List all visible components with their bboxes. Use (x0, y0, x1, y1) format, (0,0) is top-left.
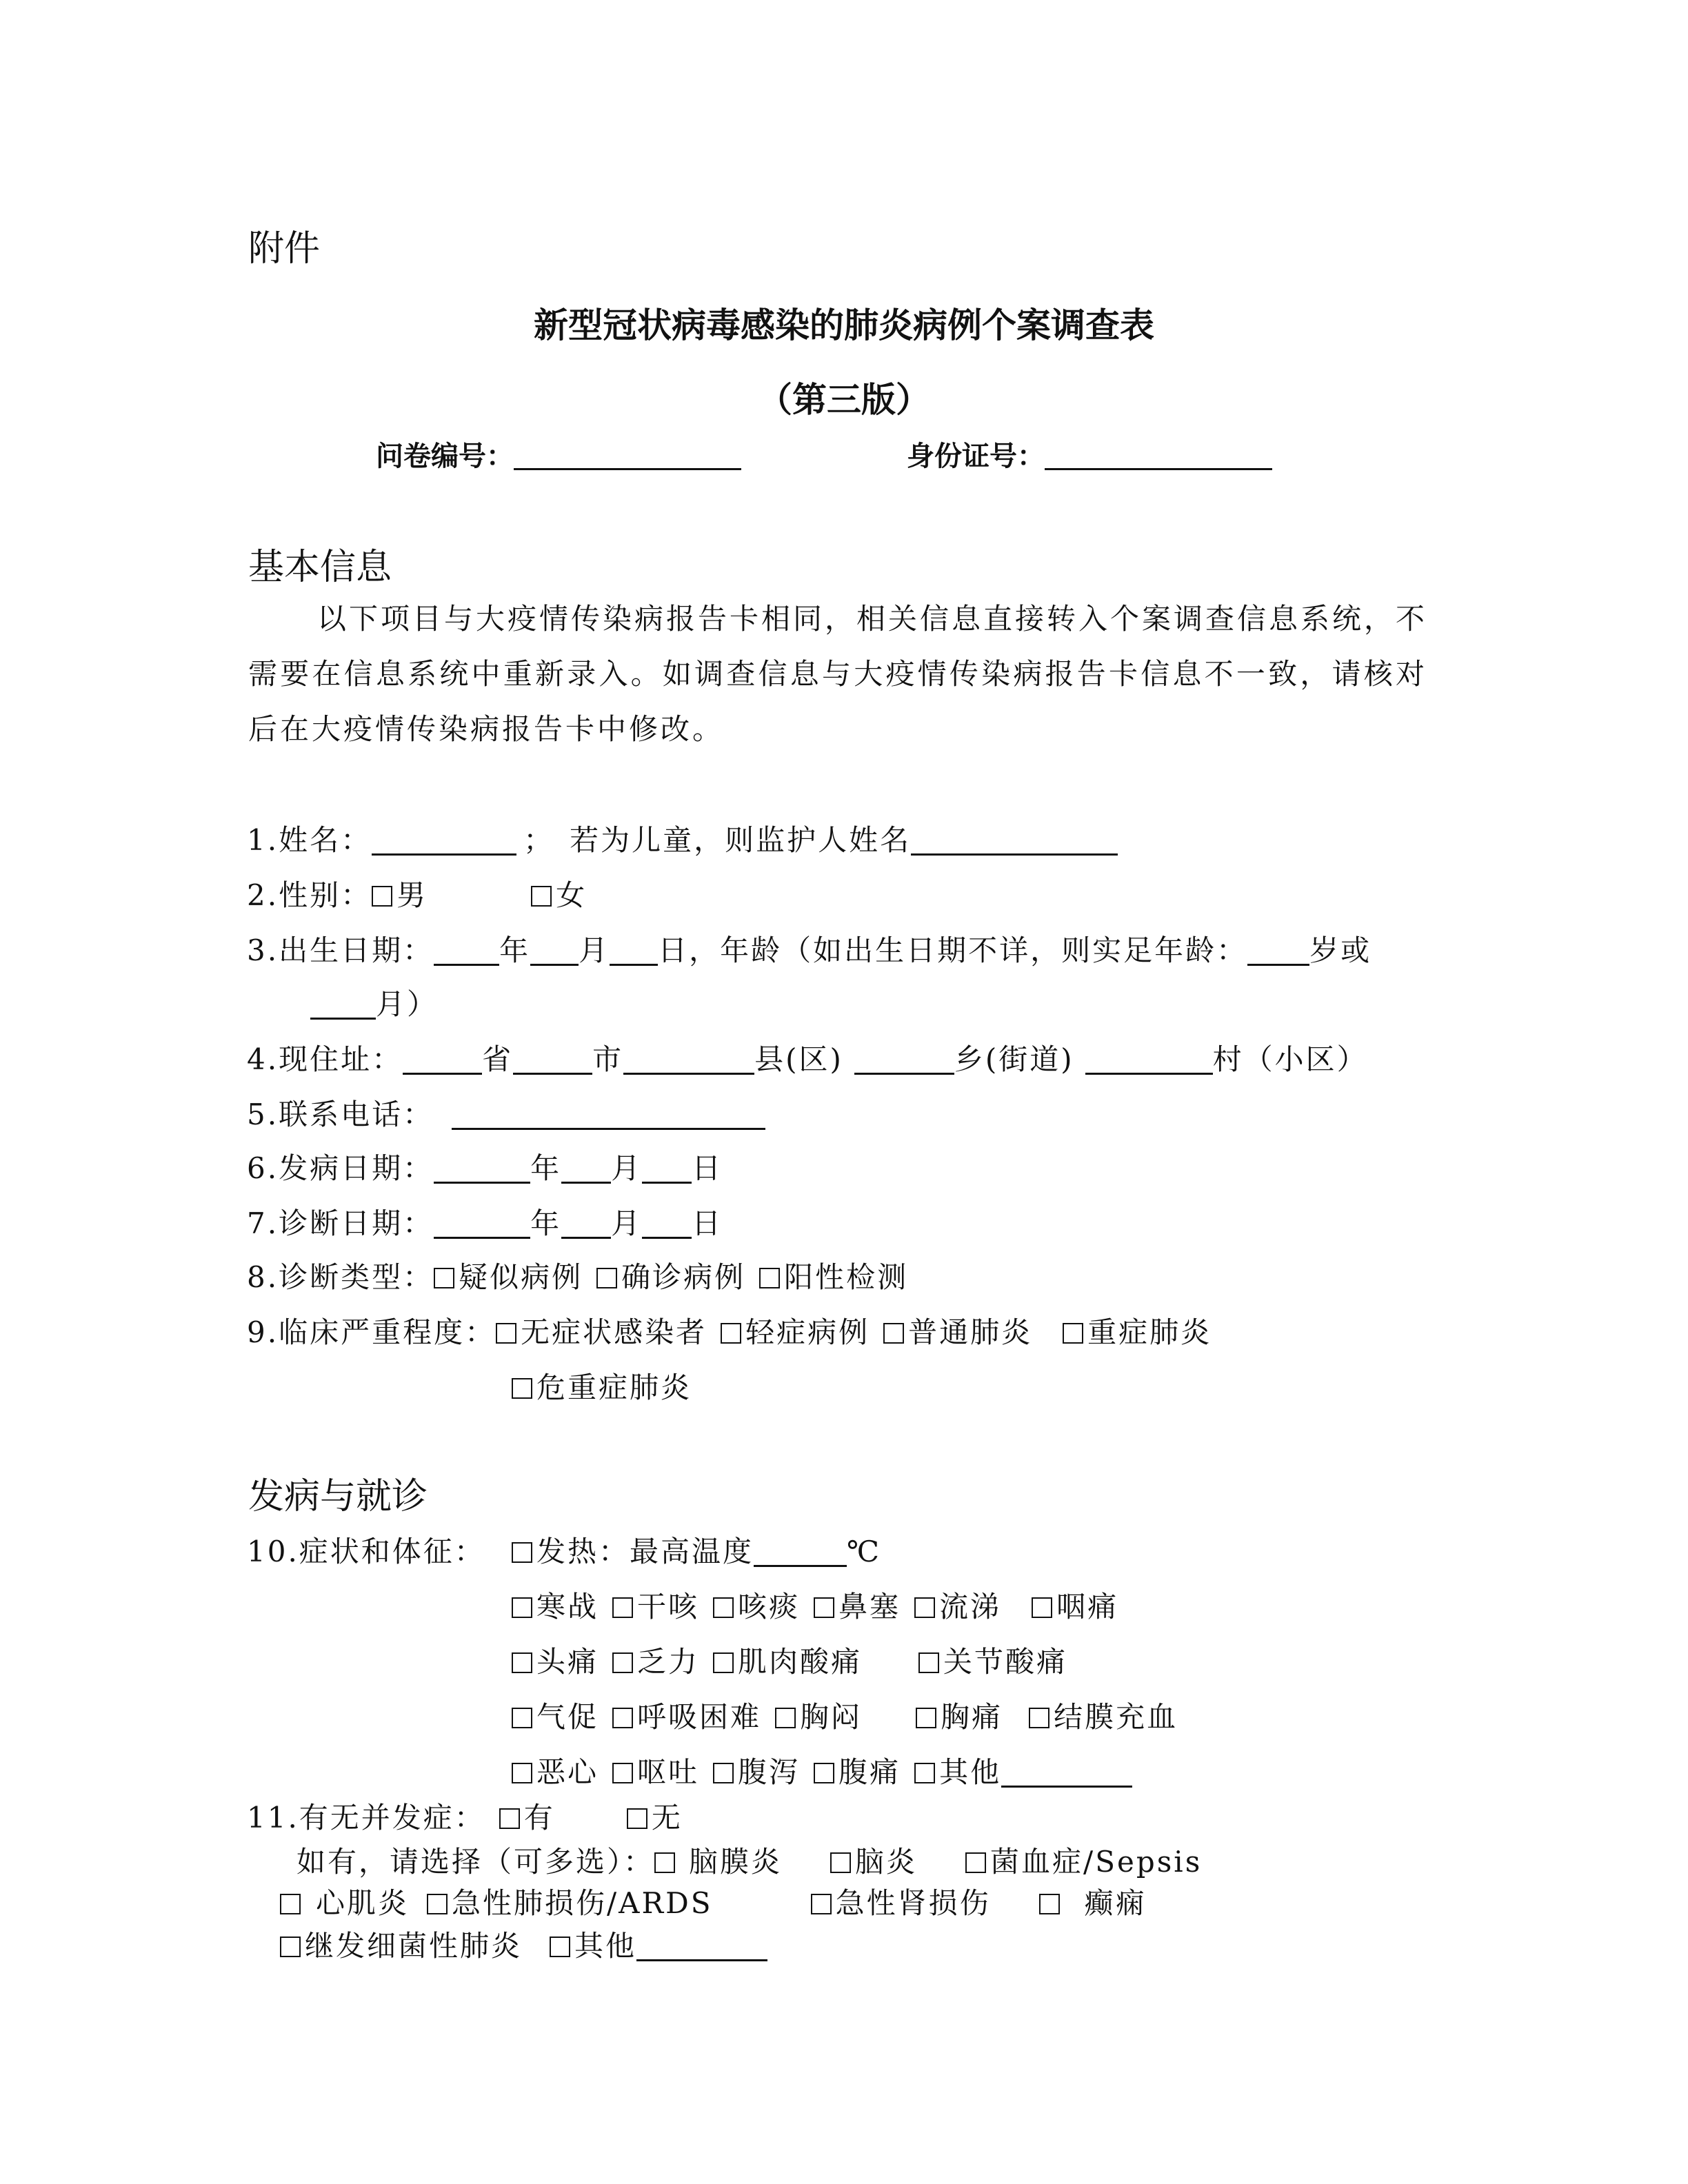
birth-month-blank[interactable] (530, 935, 579, 966)
symptom-fatigue-checkbox[interactable] (612, 1652, 633, 1673)
symptom-sore-throat-checkbox[interactable] (1032, 1597, 1052, 1618)
comp-aki-checkbox[interactable] (811, 1894, 832, 1914)
q7-diagnosis-date: 7.诊断日期： 年 月 日 (247, 1206, 723, 1240)
guardian-label: 若为儿童，则监护人姓名 (570, 823, 912, 857)
birth-year-blank[interactable] (434, 935, 499, 966)
sev-critical-checkbox[interactable] (512, 1378, 532, 1399)
form-version: （第三版） (758, 380, 930, 420)
q11-options-row3: 继发细菌性肺炎 其他 (280, 1923, 767, 1965)
q3-age-months: 月） (310, 982, 438, 1023)
symptom-fever-checkbox[interactable] (512, 1542, 532, 1563)
diag-positive-checkbox[interactable] (759, 1268, 780, 1288)
comp-ards-checkbox[interactable] (427, 1894, 448, 1914)
symptom-abdominal-pain-checkbox[interactable] (814, 1763, 834, 1783)
q11-complications: 11.有无并发症： 有 无 (247, 1801, 683, 1834)
age-years-blank[interactable] (1247, 935, 1309, 966)
symptom-dyspnea-checkbox[interactable] (612, 1708, 633, 1728)
q1-label: 1.姓名： (247, 823, 372, 857)
symptom-chills-checkbox[interactable] (512, 1597, 532, 1618)
basic-info-intro: 以下项目与大疫情传染病报告卡相同，相关信息直接转入个案调查信息系统，不需要在信息系统中重新录入。如调查信息与大疫情传染病报告卡信息不一致，请核对后在大疫情传染病报告卡中修改。 (248, 602, 1428, 746)
q10-row5: 恶心 呕吐 腹泻 腹痛 其他 (512, 1750, 1132, 1791)
symptom-diarrhea-checkbox[interactable] (713, 1763, 734, 1783)
comp-epilepsy-checkbox[interactable] (1039, 1894, 1060, 1914)
q10-row3: 头痛 乏力 肌肉酸痛 关节酸痛 (512, 1639, 1067, 1681)
id-no-blank[interactable] (1045, 441, 1272, 470)
age-months-blank[interactable] (310, 989, 376, 1020)
q10-row4: 气促 呼吸困难 胸闷 胸痛 结膜充血 (512, 1695, 1178, 1736)
section-basic-info-title: 基本信息 (248, 547, 392, 588)
max-temperature-blank[interactable] (754, 1536, 847, 1567)
q6-onset-date: 6.发病日期： 年 月 日 (247, 1151, 723, 1185)
questionnaire-no-label: 问卷编号： (376, 441, 514, 472)
symptom-nasal-congestion-checkbox[interactable] (814, 1597, 834, 1618)
questionnaire-no-field (376, 434, 741, 474)
birth-day-blank[interactable] (610, 935, 658, 966)
comp-meningitis-checkbox[interactable] (654, 1852, 675, 1873)
comp-other-checkbox[interactable] (550, 1937, 570, 1957)
onset-year-blank[interactable] (434, 1153, 530, 1184)
symptom-chest-tightness-checkbox[interactable] (775, 1708, 796, 1728)
comp-myocarditis-checkbox[interactable] (280, 1894, 301, 1914)
symptom-shortness-breath-checkbox[interactable] (512, 1708, 532, 1728)
symptom-chest-pain-checkbox[interactable] (916, 1708, 936, 1728)
guardian-blank[interactable] (911, 825, 1118, 856)
symptom-runny-nose-checkbox[interactable] (914, 1597, 935, 1618)
q10-fever-row: 发热：最高温度 ℃ (512, 1529, 881, 1570)
q1-name: 1.姓名： ； 若为儿童，则监护人姓名 (247, 818, 1118, 859)
sev-common-checkbox[interactable] (883, 1323, 904, 1344)
comp-bacterial-pneumonia-checkbox[interactable] (280, 1937, 301, 1957)
sex-female-checkbox[interactable] (531, 886, 552, 907)
symptom-myalgia-checkbox[interactable] (713, 1652, 734, 1673)
symptom-arthralgia-checkbox[interactable] (918, 1652, 939, 1673)
q10-row2: 寒战 干咳 咳痰 鼻塞 流涕 咽痛 (512, 1584, 1118, 1626)
diag-suspected-checkbox[interactable] (434, 1268, 454, 1288)
province-blank[interactable] (403, 1044, 482, 1075)
q11-options-row2: 心肌炎 急性肺损伤/ARDS 急性肾损伤 癫痫 (280, 1881, 1147, 1922)
symptom-other-blank[interactable] (1001, 1757, 1132, 1788)
complication-yes-checkbox[interactable] (499, 1808, 520, 1829)
name-blank[interactable] (372, 825, 516, 856)
diagnosis-day-blank[interactable] (642, 1208, 692, 1239)
city-blank[interactable] (513, 1044, 592, 1075)
diagnosis-year-blank[interactable] (434, 1208, 530, 1239)
id-no-field (907, 434, 1272, 474)
symptom-sputum-checkbox[interactable] (713, 1597, 734, 1618)
q5-phone: 5.联系电话： (247, 1092, 765, 1133)
sev-severe-checkbox[interactable] (1063, 1323, 1083, 1344)
diagnosis-month-blank[interactable] (561, 1208, 611, 1239)
form-title: 新型冠状病毒感染的肺炎病例个案调查表 (534, 305, 1154, 345)
comp-encephalitis-checkbox[interactable] (830, 1852, 851, 1873)
diag-confirmed-checkbox[interactable] (596, 1268, 617, 1288)
q9-severity-row2: 危重症肺炎 (512, 1365, 692, 1406)
id-no-label: 身份证号： (907, 441, 1045, 472)
comp-sepsis-checkbox[interactable] (965, 1852, 986, 1873)
sex-male-checkbox[interactable] (372, 886, 392, 907)
symptom-conjunctival-checkbox[interactable] (1029, 1708, 1049, 1728)
symptom-nausea-checkbox[interactable] (512, 1763, 532, 1783)
q11-options-row1: 如有，请选择（可多选）： 脑膜炎 脑炎 菌血症/Sepsis (297, 1845, 1203, 1879)
q10-label: 10.症状和体征： (247, 1535, 485, 1568)
comp-other-blank[interactable] (636, 1930, 767, 1961)
onset-day-blank[interactable] (642, 1153, 692, 1184)
annex-label: 附件 (248, 228, 321, 270)
township-blank[interactable] (854, 1044, 954, 1075)
q2-sex: 2.性别： 男 女 (247, 878, 587, 912)
questionnaire-no-blank[interactable] (514, 441, 741, 470)
county-blank[interactable] (623, 1044, 754, 1075)
sev-asymptomatic-checkbox[interactable] (496, 1323, 516, 1344)
q8-diagnosis-type: 8.诊断类型： 疑似病例 确诊病例 阳性检测 (247, 1260, 909, 1294)
q4-address: 4.现住址： 省 市 县(区) 乡(街道) 村（小区） (247, 1042, 1368, 1076)
symptom-headache-checkbox[interactable] (512, 1652, 532, 1673)
symptom-other-checkbox[interactable] (914, 1763, 935, 1783)
complication-no-checkbox[interactable] (627, 1808, 647, 1829)
q3-birthdate: 3.出生日期： 年 月 日，年龄（如出生日期不详，则实足年龄： 岁或 (247, 933, 1372, 967)
village-blank[interactable] (1085, 1044, 1213, 1075)
onset-month-blank[interactable] (561, 1153, 611, 1184)
phone-blank[interactable] (452, 1099, 765, 1130)
q9-severity: 9.临床严重程度： 无症状感染者 轻症病例 普通肺炎 重症肺炎 (247, 1315, 1212, 1349)
section-onset-title: 发病与就诊 (248, 1476, 428, 1517)
symptom-dry-cough-checkbox[interactable] (612, 1597, 633, 1618)
sev-mild-checkbox[interactable] (721, 1323, 741, 1344)
symptom-vomiting-checkbox[interactable] (612, 1763, 633, 1783)
